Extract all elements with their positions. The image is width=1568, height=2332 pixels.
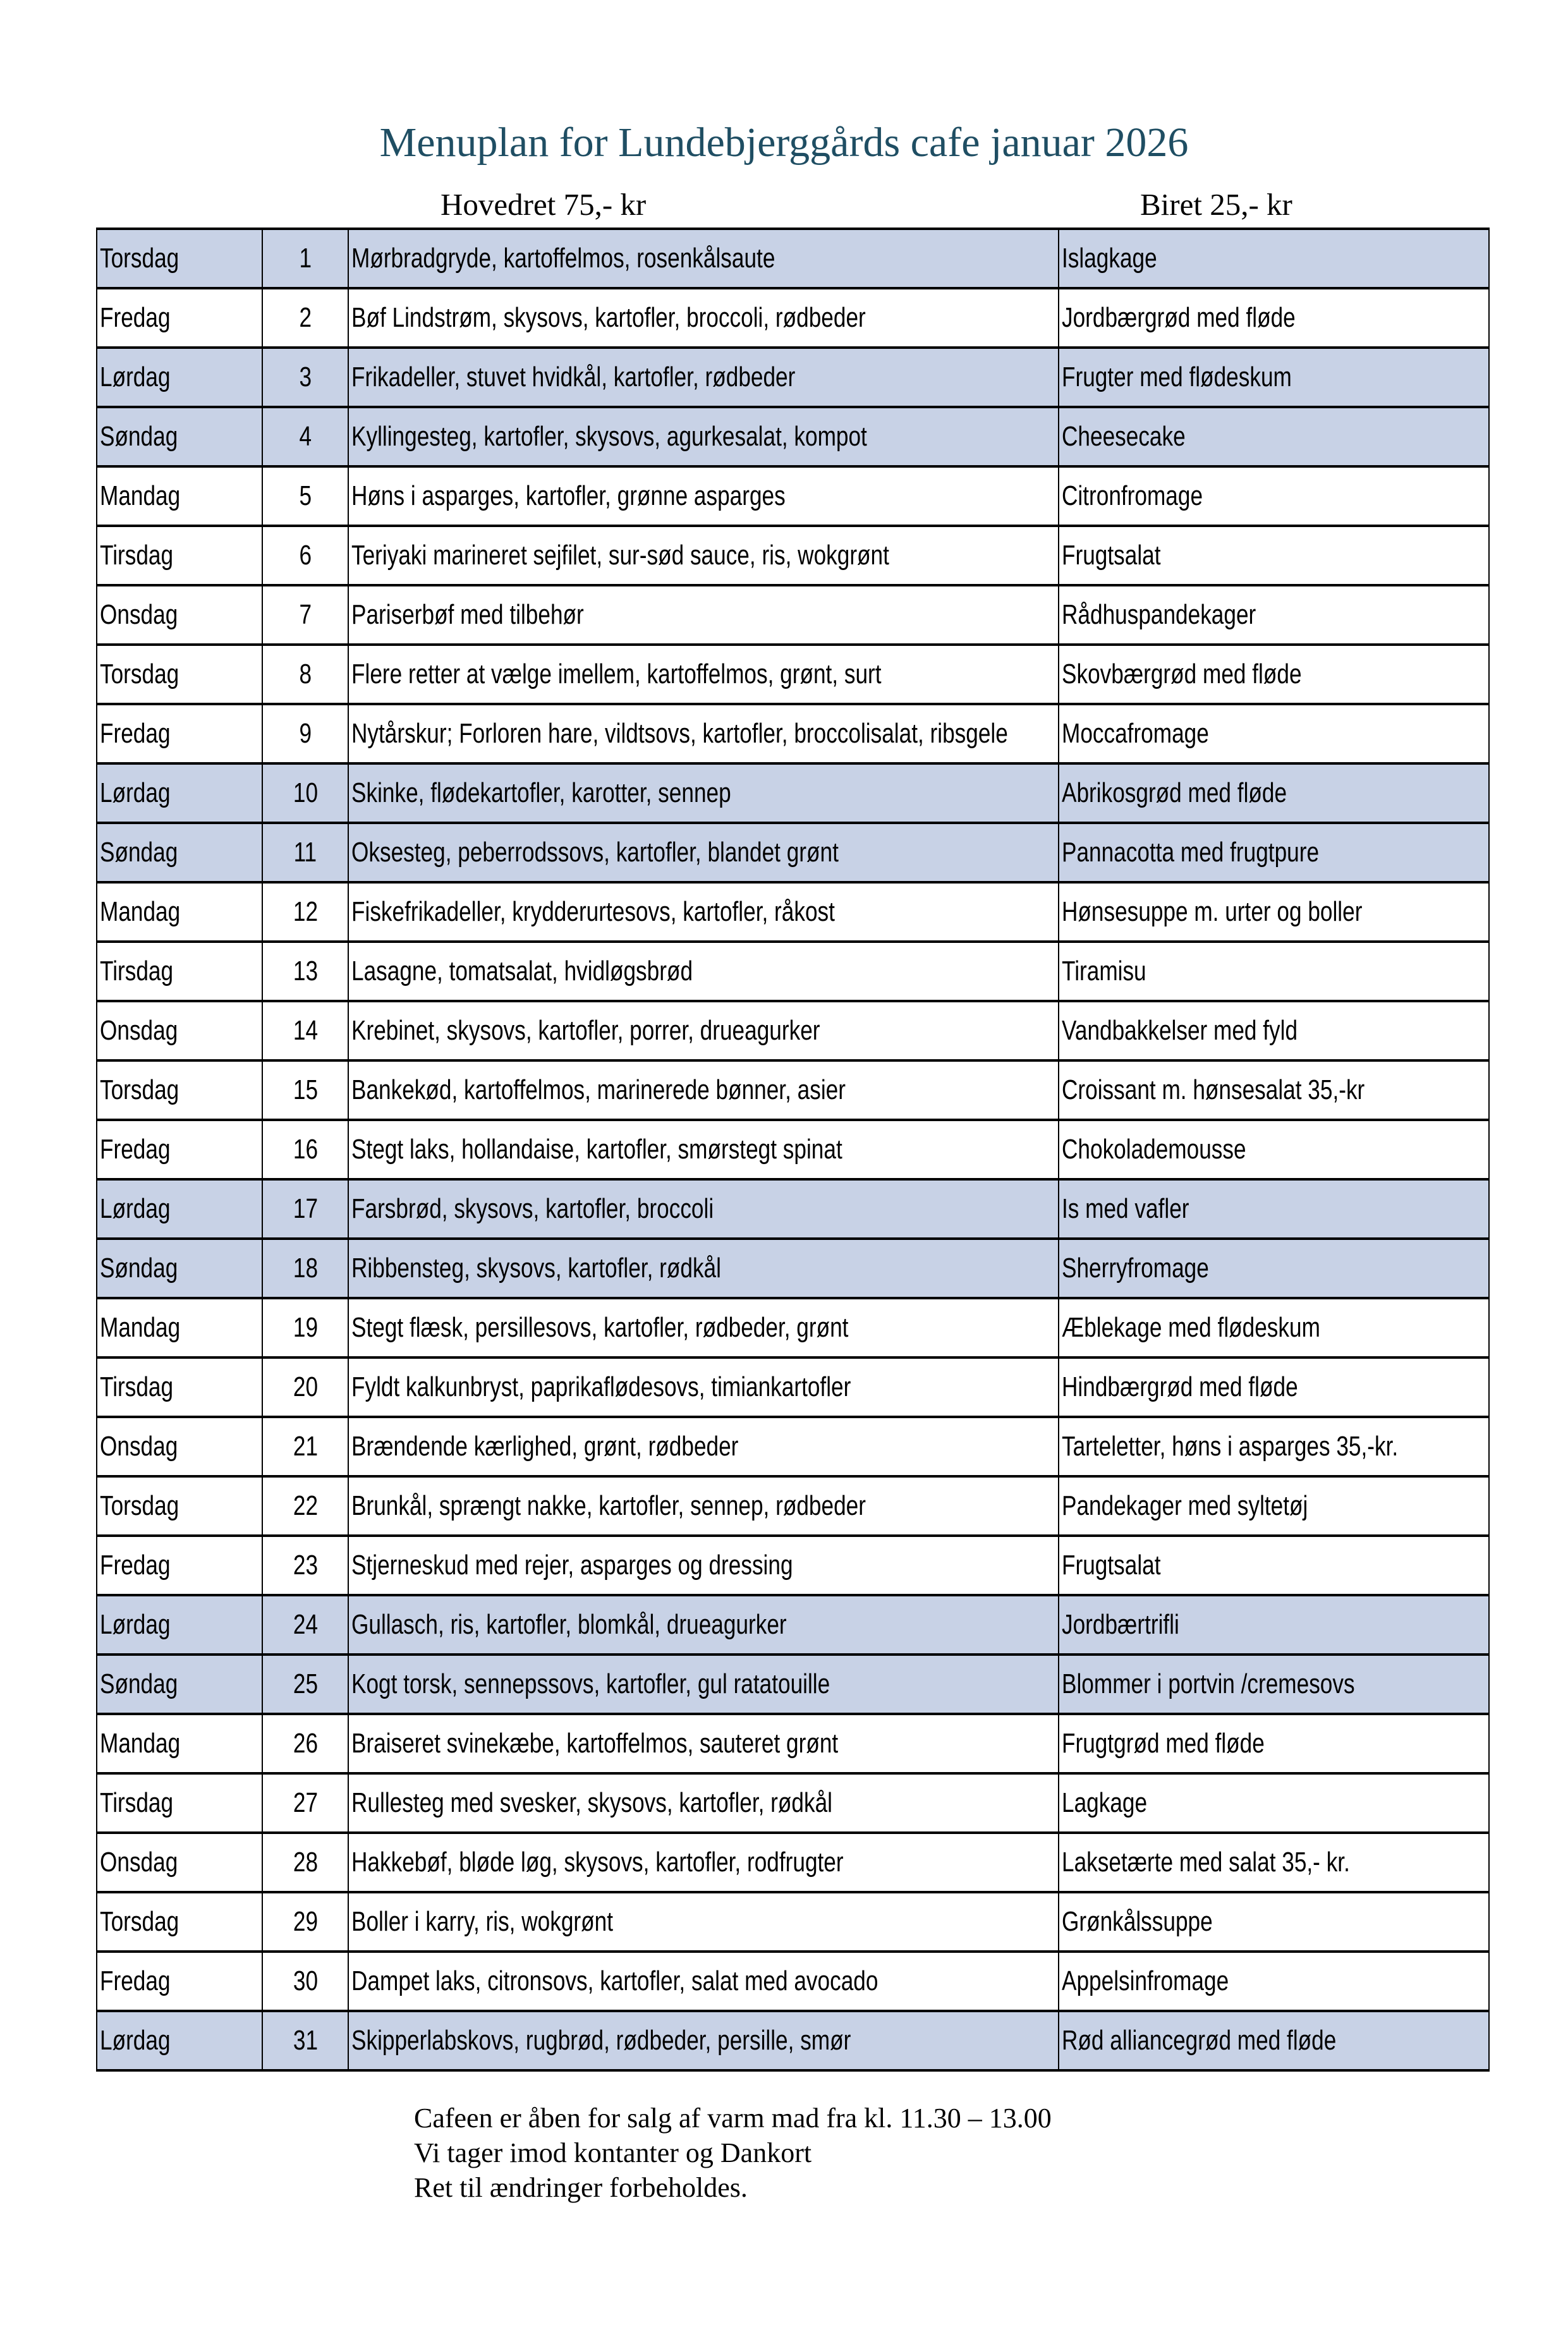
day-cell: Søndag [97,823,262,882]
date-cell: 13 [262,942,348,1001]
main-course-cell: Frikadeller, stuvet hvidkål, kartofler, rødbeder [348,348,1059,407]
day-cell: Tirsdag [97,1773,262,1833]
day-cell: Fredag [97,1120,262,1179]
main-course-cell: Fiskefrikadeller, krydderurtesovs, kartofler, råkost [348,882,1059,942]
main-course-cell: Høns i asparges, kartofler, grønne asparges [348,466,1059,526]
dessert-cell: Skovbærgrød med fløde [1059,645,1489,704]
dessert-cell: Tarteletter, høns i asparges 35,-kr. [1059,1417,1489,1476]
page-title: Menuplan for Lundebjerggårds cafe januar 2026 [379,119,1189,166]
date-cell: 17 [262,1179,348,1239]
table-row [97,882,1489,942]
dessert-cell: Rød alliancegrød med fløde [1059,2011,1489,2070]
dessert-cell: Frugtsalat [1059,1536,1489,1595]
date-cell: 18 [262,1239,348,1298]
day-cell: Onsdag [97,585,262,645]
day-cell: Onsdag [97,1417,262,1476]
date-cell: 16 [262,1120,348,1179]
date-cell: 9 [262,704,348,763]
day-cell: Onsdag [97,1001,262,1060]
footer-line: Vi tager imod kontanter og Dankort [414,2137,812,2168]
main-course-column-header: Hovedret 75,- kr [441,187,647,222]
menu-table [96,228,1490,2072]
main-course-cell: Braiseret svinekæbe, kartoffelmos, sauteret grønt [348,1714,1059,1773]
table-row [97,466,1489,526]
main-course-cell: Fyldt kalkunbryst, paprikaflødesovs, timiankartofler [348,1357,1059,1417]
main-course-cell: Skinke, flødekartofler, karotter, sennep [348,763,1059,823]
day-cell: Torsdag [97,1476,262,1536]
table-row [97,1833,1489,1892]
table-row [97,526,1489,585]
day-cell: Tirsdag [97,942,262,1001]
dessert-cell: Abrikosgrød med fløde [1059,763,1489,823]
dessert-cell: Vandbakkelser med fyld [1059,1001,1489,1060]
main-course-cell: Ribbensteg, skysovs, kartofler, rødkål [348,1239,1059,1298]
table-row [97,1773,1489,1833]
date-cell: 28 [262,1833,348,1892]
day-cell: Fredag [97,1536,262,1595]
date-cell: 11 [262,823,348,882]
dessert-cell: Sherryfromage [1059,1239,1489,1298]
day-cell: Lørdag [97,348,262,407]
day-cell: Tirsdag [97,526,262,585]
main-course-cell: Hakkebøf, bløde løg, skysovs, kartofler, rodfrugter [348,1833,1059,1892]
dessert-cell: Hønsesuppe m. urter og boller [1059,882,1489,942]
dessert-cell: Pandekager med syltetøj [1059,1476,1489,1536]
day-cell: Fredag [97,704,262,763]
dessert-cell: Æblekage med flødeskum [1059,1298,1489,1357]
date-cell: 29 [262,1892,348,1952]
table-row [97,1060,1489,1120]
column-headers [0,171,1568,228]
dessert-cell: Pannacotta med frugtpure [1059,823,1489,882]
main-course-cell: Farsbrød, skysovs, kartofler, broccoli [348,1179,1059,1239]
main-course-cell: Boller i karry, ris, wokgrønt [348,1892,1059,1952]
dessert-cell: Is med vafler [1059,1179,1489,1239]
day-cell: Lørdag [97,1595,262,1655]
date-cell: 14 [262,1001,348,1060]
dessert-cell: Appelsinfromage [1059,1952,1489,2011]
table-row [97,1892,1489,1952]
table-row [97,348,1489,407]
main-course-cell: Gullasch, ris, kartofler, blomkål, drueagurker [348,1595,1059,1655]
main-course-cell: Teriyaki marineret sejfilet, sur-sød sauce, ris, wokgrønt [348,526,1059,585]
day-cell: Søndag [97,1239,262,1298]
dessert-cell: Tiramisu [1059,942,1489,1001]
dessert-cell: Cheesecake [1059,407,1489,466]
dessert-cell: Laksetærte med salat 35,- kr. [1059,1833,1489,1892]
table-row [97,645,1489,704]
dessert-cell: Jordbærgrød med fløde [1059,288,1489,348]
dessert-cell: Frugtsalat [1059,526,1489,585]
table-row [97,288,1489,348]
date-cell: 1 [262,229,348,288]
dessert-cell: Frugtgrød med fløde [1059,1714,1489,1773]
date-cell: 30 [262,1952,348,2011]
table-row [97,1120,1489,1179]
table-row [97,1298,1489,1357]
day-cell: Torsdag [97,1060,262,1120]
footer-line: Cafeen er åben for salg af varm mad fra kl. 11.30 – 13.00 [414,2103,1052,2134]
day-cell: Torsdag [97,229,262,288]
dessert-cell: Moccafromage [1059,704,1489,763]
date-cell: 10 [262,763,348,823]
table-row [97,1417,1489,1476]
main-course-cell: Stjerneskud med rejer, asparges og dressing [348,1536,1059,1595]
table-row [97,1179,1489,1239]
dessert-cell: Islagkage [1059,229,1489,288]
main-course-cell: Pariserbøf med tilbehør [348,585,1059,645]
table-row [97,942,1489,1001]
dessert-cell: Chokolademousse [1059,1120,1489,1179]
main-course-cell: Lasagne, tomatsalat, hvidløgsbrød [348,942,1059,1001]
day-cell: Lørdag [97,1179,262,1239]
day-cell: Søndag [97,407,262,466]
day-cell: Lørdag [97,763,262,823]
main-course-cell: Skipperlabskovs, rugbrød, rødbeder, persille, smør [348,2011,1059,2070]
dessert-cell: Grønkålssuppe [1059,1892,1489,1952]
dessert-cell: Croissant m. hønsesalat 35,-kr [1059,1060,1489,1120]
table-row [97,1239,1489,1298]
table-row [97,1357,1489,1417]
main-course-cell: Oksesteg, peberrodssovs, kartofler, blandet grønt [348,823,1059,882]
dessert-cell: Lagkage [1059,1773,1489,1833]
footer-notes [414,2101,1568,2205]
date-cell: 24 [262,1595,348,1655]
day-cell: Torsdag [97,1892,262,1952]
day-cell: Lørdag [97,2011,262,2070]
date-cell: 6 [262,526,348,585]
date-cell: 5 [262,466,348,526]
table-row [97,1595,1489,1655]
dessert-cell: Hindbærgrød med fløde [1059,1357,1489,1417]
date-cell: 8 [262,645,348,704]
day-cell: Fredag [97,1952,262,2011]
main-course-cell: Stegt flæsk, persillesovs, kartofler, rødbeder, grønt [348,1298,1059,1357]
main-course-cell: Brændende kærlighed, grønt, rødbeder [348,1417,1059,1476]
date-cell: 31 [262,2011,348,2070]
table-row [97,407,1489,466]
date-cell: 21 [262,1417,348,1476]
dessert-cell: Citronfromage [1059,466,1489,526]
main-course-cell: Bøf Lindstrøm, skysovs, kartofler, broccoli, rødbeder [348,288,1059,348]
table-row [97,704,1489,763]
date-cell: 26 [262,1714,348,1773]
main-course-cell: Mørbradgryde, kartoffelmos, rosenkålsaute [348,229,1059,288]
day-cell: Mandag [97,466,262,526]
table-row [97,585,1489,645]
day-cell: Mandag [97,1714,262,1773]
table-row [97,1952,1489,2011]
day-cell: Tirsdag [97,1357,262,1417]
date-cell: 25 [262,1655,348,1714]
date-cell: 15 [262,1060,348,1120]
table-row [97,1714,1489,1773]
main-course-cell: Kyllingesteg, kartofler, skysovs, agurkesalat, kompot [348,407,1059,466]
day-cell: Søndag [97,1655,262,1714]
dessert-column-header: Biret 25,- kr [1140,187,1292,222]
date-cell: 22 [262,1476,348,1536]
main-course-cell: Dampet laks, citronsovs, kartofler, salat med avocado [348,1952,1059,2011]
main-course-cell: Flere retter at vælge imellem, kartoffelmos, grønt, surt [348,645,1059,704]
main-course-cell: Brunkål, sprængt nakke, kartofler, sennep, rødbeder [348,1476,1059,1536]
date-cell: 2 [262,288,348,348]
table-row [97,823,1489,882]
dessert-cell: Jordbærtrifli [1059,1595,1489,1655]
dessert-cell: Frugter med flødeskum [1059,348,1489,407]
dessert-cell: Blommer i portvin /cremesovs [1059,1655,1489,1714]
dessert-cell: Rådhuspandekager [1059,585,1489,645]
day-cell: Mandag [97,882,262,942]
footer-line: Ret til ændringer forbeholdes. [414,2172,748,2203]
day-cell: Torsdag [97,645,262,704]
table-row [97,1476,1489,1536]
date-cell: 20 [262,1357,348,1417]
main-course-cell: Bankekød, kartoffelmos, marinerede bønner, asier [348,1060,1059,1120]
day-cell: Onsdag [97,1833,262,1892]
main-course-cell: Kogt torsk, sennepssovs, kartofler, gul ratatouille [348,1655,1059,1714]
date-cell: 19 [262,1298,348,1357]
date-cell: 3 [262,348,348,407]
day-cell: Fredag [97,288,262,348]
date-cell: 4 [262,407,348,466]
date-cell: 23 [262,1536,348,1595]
table-row [97,229,1489,288]
date-cell: 7 [262,585,348,645]
table-row [97,1655,1489,1714]
table-row [97,2011,1489,2070]
main-course-cell: Rullesteg med svesker, skysovs, kartofler, rødkål [348,1773,1059,1833]
main-course-cell: Krebinet, skysovs, kartofler, porrer, drueagurker [348,1001,1059,1060]
table-row [97,763,1489,823]
table-row [97,1536,1489,1595]
day-cell: Mandag [97,1298,262,1357]
main-course-cell: Stegt laks, hollandaise, kartofler, smørstegt spinat [348,1120,1059,1179]
date-cell: 27 [262,1773,348,1833]
date-cell: 12 [262,882,348,942]
table-row [97,1001,1489,1060]
main-course-cell: Nytårskur; Forloren hare, vildtsovs, kartofler, broccolisalat, ribsgele [348,704,1059,763]
